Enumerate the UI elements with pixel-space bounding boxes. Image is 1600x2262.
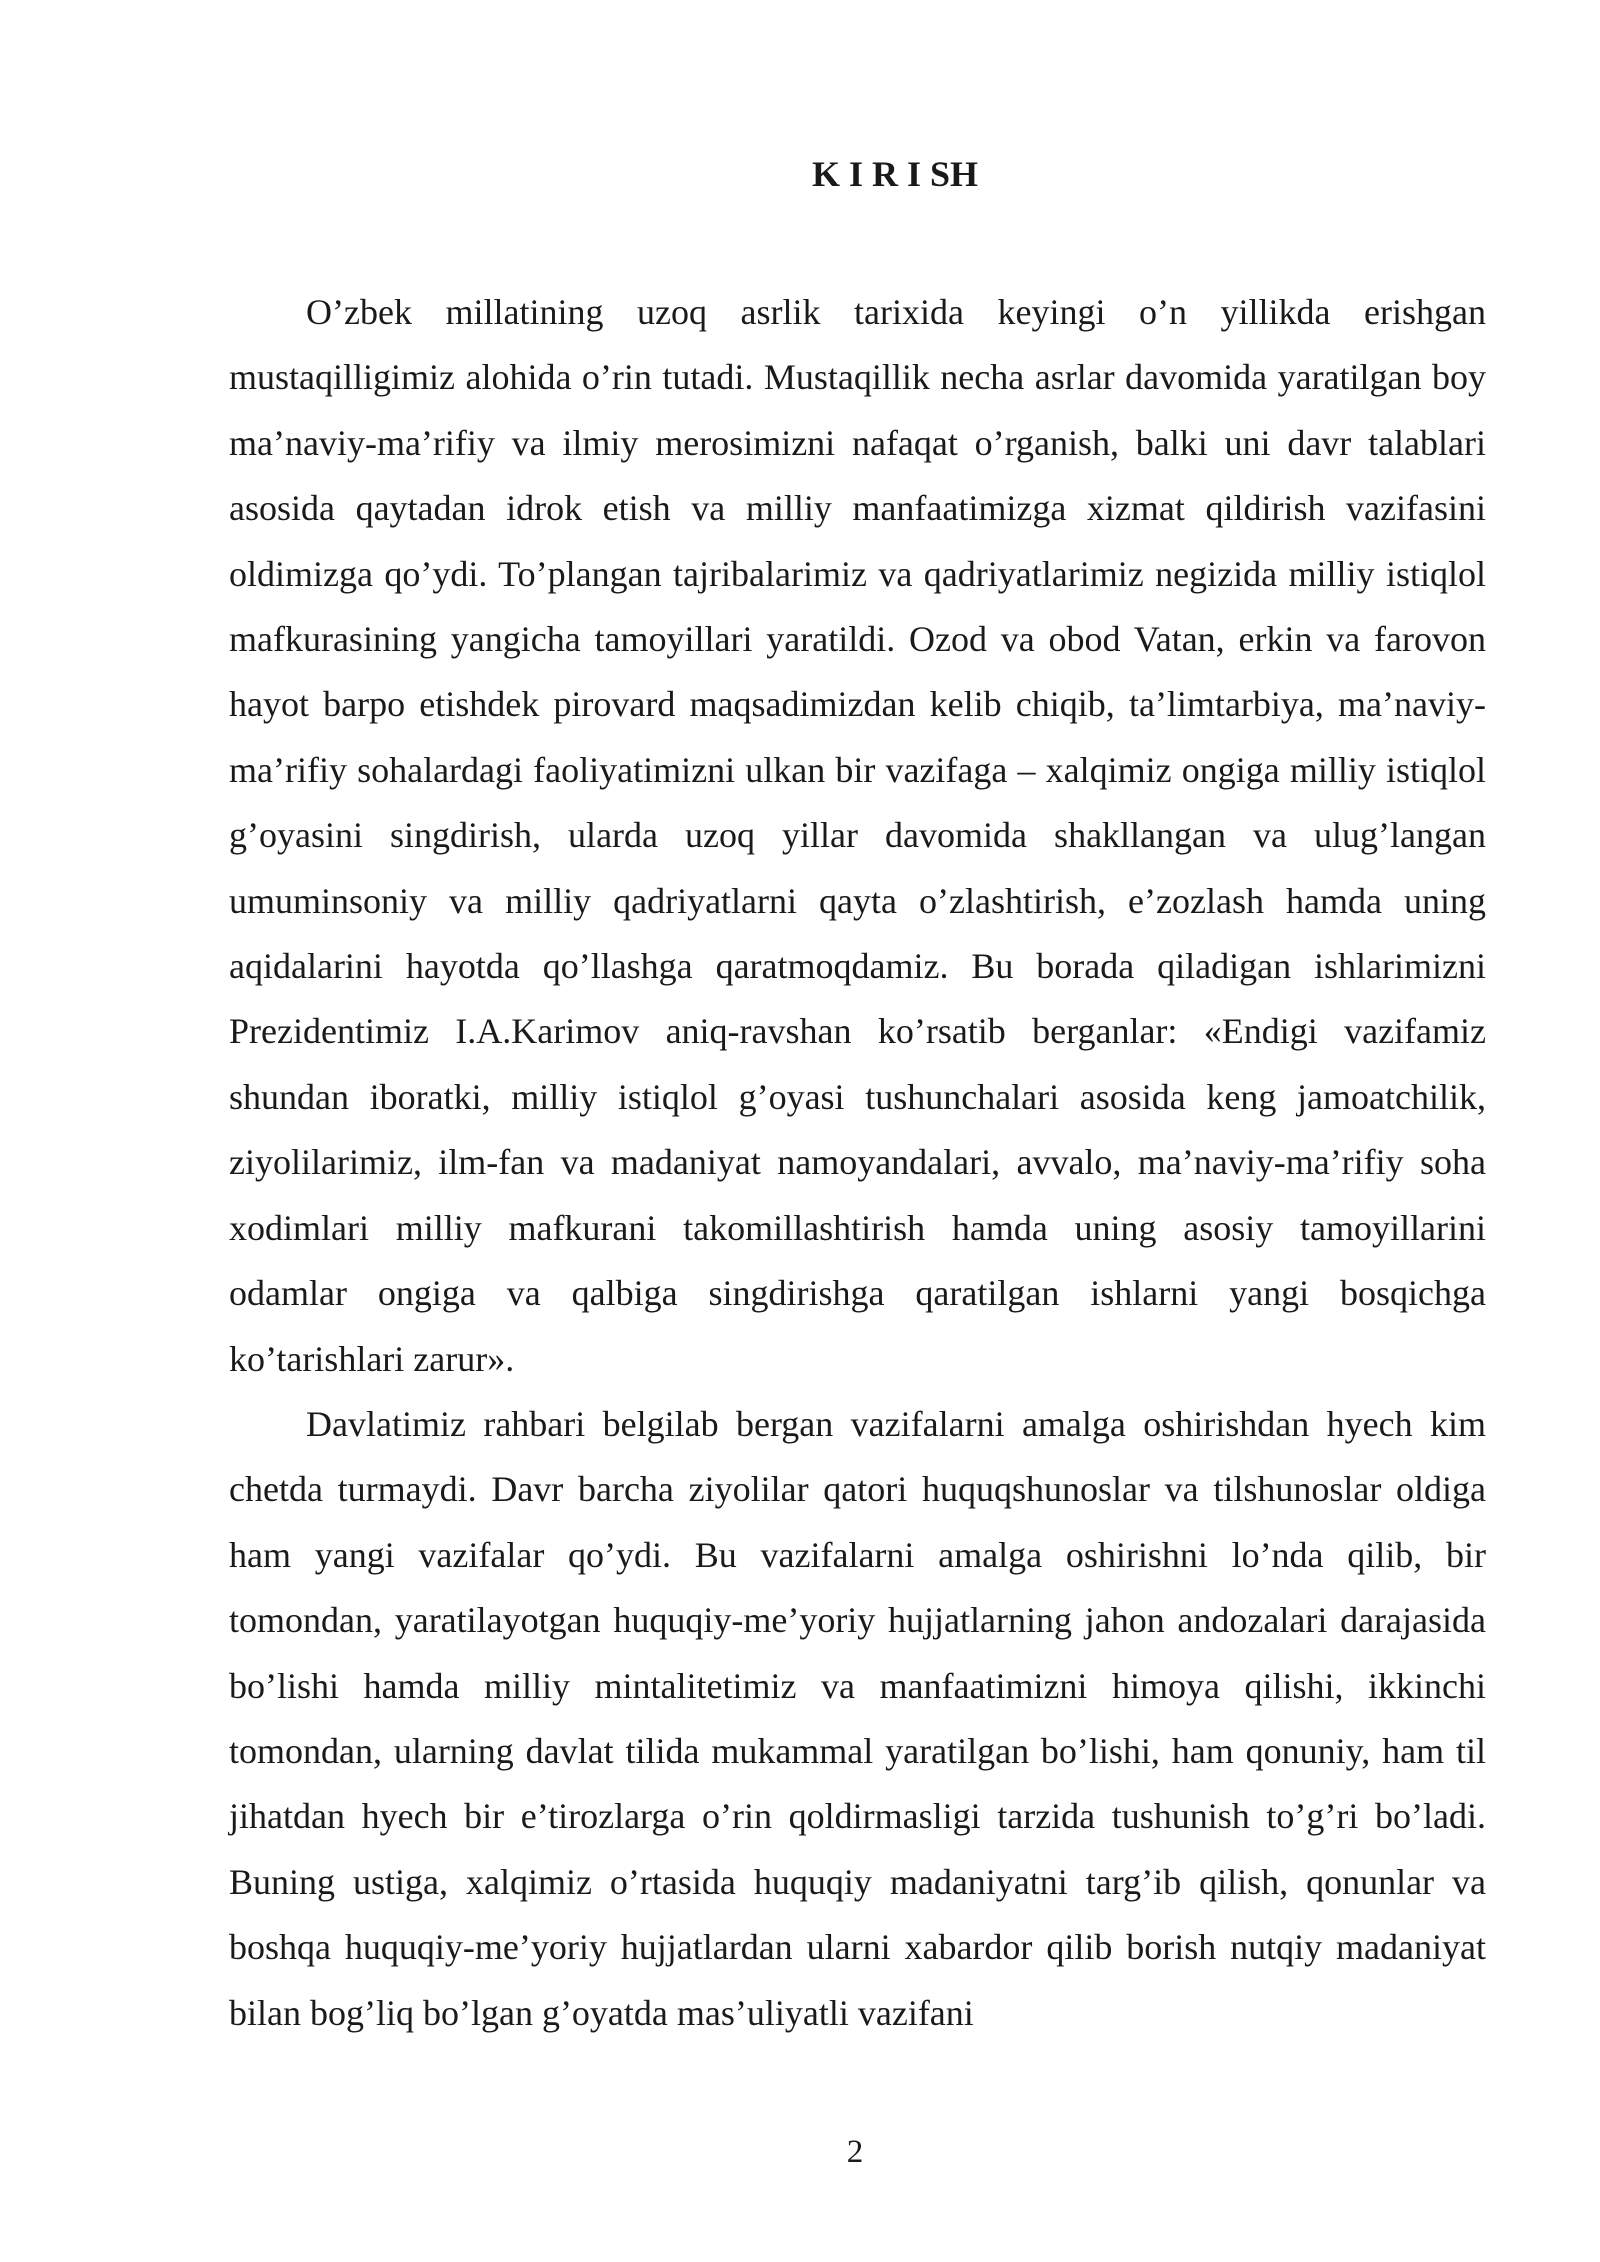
page-number: 2 bbox=[846, 2134, 864, 2170]
body-text bbox=[229, 280, 1486, 2046]
section-heading: K I R I SH bbox=[811, 154, 979, 194]
paragraph-2: Davlatimiz rahbari belgilab bergan vazifalarni amalga oshirishdan hyech kim chetda turmaydi. Davr barcha ziyolilar qatori huquqshunoslar va tilshunoslar oldiga ham yangi vazifalar qo’ydi. Bu vazifalarni amalga oshirishni lo’nda qilib, bir tomondan, yaratilayotgan huquqiy-me’yoriy hujjatlarning jahon andozalari darajasida bo’lishi hamda milliy mintalitetimiz va manfaatimizni himoya qilishi, ikkinchi tomondan, ularning davlat tilida mukammal yaratilgan bo’lishi, ham qonuniy, ham til jihatdan hyech bir e’tirozlarga o’rin qoldirmasligi tarzida tushunish to’g’ri bo’ladi. Buning ustiga, xalqimiz o’rtasida huquqiy madaniyatni targ’ib qilish, qonunlar va boshqa huquqiy-me’yoriy hujjatlardan ularni xabardor qilib borish nutqiy madaniyat bilan bog’liq bo’lgan g’oyatda mas’uliyatli vazifani bbox=[229, 1403, 1486, 2033]
paragraph-1: O’zbek millatining uzoq asrlik tarixida keyingi o’n yillikda erishgan mustaqilligimiz alohida o’rin tutadi. Mustaqillik necha asrlar davomida yaratilgan boy ma’naviy-ma’rifiy va ilmiy merosimizni nafaqat o’rganish, balki uni davr talablari asosida qaytadan idrok etish va milliy manfaatimizga xizmat qildirish vazifasini oldimizga qo’ydi. To’plangan tajribalarimiz va qadriyatlarimiz negizida milliy istiqlol mafkurasining yangicha tamoyillari yaratildi. Ozod va obod Vatan, erkin va farovon hayot barpo etishdek pirovard maqsadimizdan kelib chiqib, ta’limtarbiya, ma’naviy-ma’rifiy sohalardagi faoliyatimizni ulkan bir vazifaga – xalqimiz ongiga milliy istiqlol g’oyasini singdirish, ularda uzoq yillar davomida shakllangan va ulug’langan umuminsoniy va milliy qadriyatlarni qayta o’zlashtirish, e’zozlash hamda uning aqidalarini hayotda qo’llashga qaratmoqdamiz. Bu borada qiladigan ishlarimizni Prezidentimiz I.A.Karimov aniq-ravshan ko’rsatib berganlar: «Endigi vazifamiz shundan iboratki, milliy istiqlol g’oyasi tushunchalari asosida keng jamoatchilik, ziyolilarimiz, ilm-fan va madaniyat namoyandalari, avvalo, ma’naviy-ma’rifiy soha xodimlari milliy mafkurani takomillashtirish hamda uning asosiy tamoyillarini odamlar ongiga va qalbiga singdirishga qaratilgan ishlarni yangi bosqichga ko’tarishlari zarur». bbox=[229, 292, 1486, 1379]
